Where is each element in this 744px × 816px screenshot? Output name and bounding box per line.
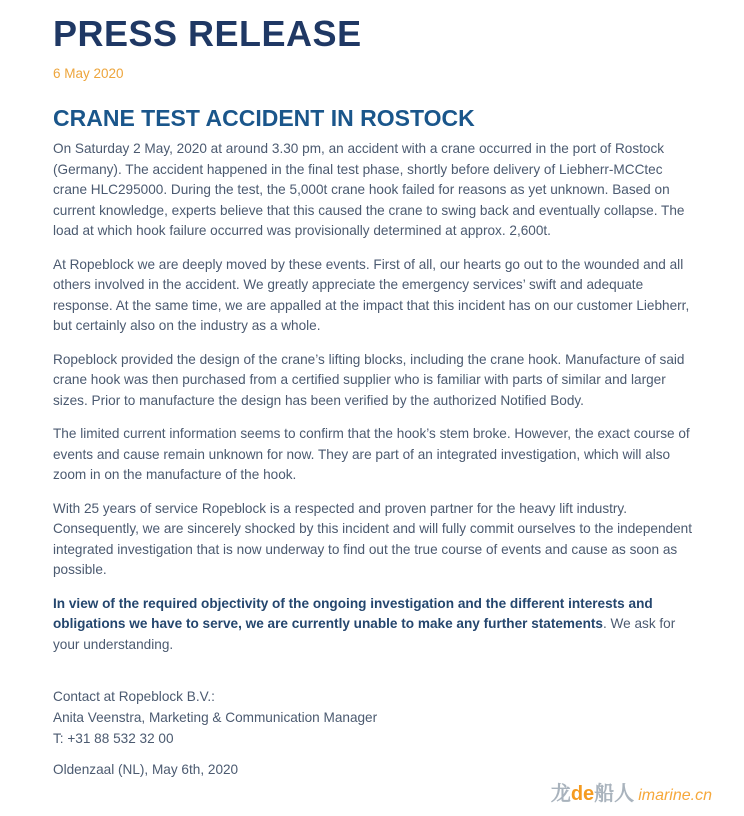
- contact-block: [53, 687, 698, 749]
- watermark-domain-text: imarine.cn: [638, 787, 712, 804]
- watermark-de-text: de: [570, 783, 595, 805]
- document-title: PRESS RELEASE: [53, 13, 362, 54]
- paragraph-company-commitment: With 25 years of service Ropeblock is a respected and proven partner for the heavy lift industry. Consequently, we are sincerely shocked by this incident and will fully commit ourselves to the independent integrated investigation that is now underway to find out the true course of events and cause as soon as possible.: [53, 500, 692, 578]
- article-heading: CRANE TEST ACCIDENT IN ROSTOCK: [53, 104, 475, 131]
- release-date: 6 May 2020: [53, 65, 124, 81]
- dateline: Oldenzaal (NL), May 6th, 2020: [53, 762, 239, 778]
- paragraph-statement: [53, 594, 698, 656]
- statement-bold-text: In view of the required objectivity of the ongoing investigation and the different interests and obligations we have to serve, we are currently unable to make any further statements: [53, 595, 653, 632]
- contact-intro: Contact at Ropeblock B.V.:: [53, 689, 215, 705]
- watermark-cjk-shipman: 船人: [594, 783, 635, 805]
- statement-regular-text: . We ask for your understanding.: [53, 616, 676, 652]
- watermark-cjk-dragon: 龙: [550, 783, 571, 805]
- contact-phone: T: +31 88 532 32 00: [53, 730, 174, 746]
- paragraph-company-response: At Ropeblock we are deeply moved by these events. First of all, our hearts go out to the wounded and all others involved in the accident. We greatly appreciate the emergency services’ swift and adequate response. At the same time, we are appalled at the impact that this incident has on our customer Liebherr, but certainly also on the industry as a whole.: [53, 256, 690, 334]
- paragraph-accident-description: On Saturday 2 May, 2020 at around 3.30 pm, an accident with a crane occurred in the port of Rostock (Germany). The accident happened in the final test phase, shortly before delivery of Liebherr-MCCtec crane HLC295000. During the test, the 5,000t crane hook failed for reasons as yet unknown. Based on current knowledge, experts believe that this caused the crane to swing back and eventually collapse. The load at which hook failure occurred was provisionally determined at approx. 2,600t.: [53, 141, 685, 239]
- contact-person: Anita Veenstra, Marketing & Communication Manager: [53, 709, 378, 725]
- paragraph-investigation-status: The limited current information seems to confirm that the hook’s stem broke. However, the exact course of events and cause remain unknown for now. They are part of an integrated investigation, which will also zoom in on the manufacture of the hook.: [53, 426, 690, 483]
- paragraph-design-manufacture: Ropeblock provided the design of the crane’s lifting blocks, including the crane hook. Manufacture of said crane hook was then purchased from a certified supplier who is familiar with parts of similar and larger sizes. Prior to manufacture the design has been verified by the authorized Notified Body.: [53, 351, 685, 408]
- watermark-logo: [551, 784, 712, 806]
